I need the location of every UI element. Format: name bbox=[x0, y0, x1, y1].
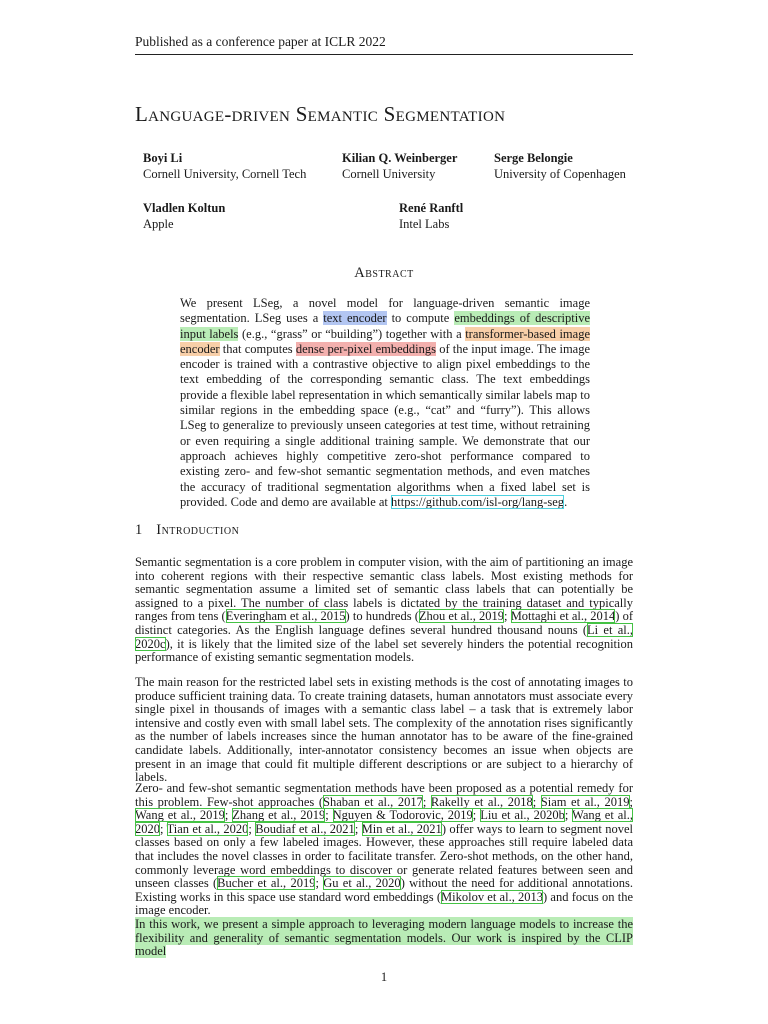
author-name: René Ranftl bbox=[399, 201, 464, 215]
intro-paragraph-2: The main reason for the restricted label sets in existing methods is the cost of annotating images to produce sufficient training data. To create training datasets, human annotators must associate every single pixel in thousands of images with a semantic class label – a task that is extremely labor intensive and costly even with small label sets. The complexity of the annotation rises significantly as the number of labels increases since the human annotator has to be aware of the fine-grained candidate labels. Additionally, inter-annotator consistency becomes an issue when objects are present in an image that could fit multiple different descriptions or are subject to a hierarchy of labels. bbox=[135, 675, 633, 785]
intro-paragraph-4 bbox=[135, 918, 633, 959]
citation-link[interactable]: Zhou et al., 2019 bbox=[418, 609, 505, 624]
citation-link[interactable]: Mikolov et al., 2013 bbox=[441, 889, 544, 904]
author-block bbox=[143, 200, 225, 232]
abstract-text: (e.g., “grass” or “building”) together with a bbox=[238, 326, 466, 341]
abstract-text: of the input image. The image encoder is trained with a contrastive objective to align pixel embeddings to the text embedding of the corresponding semantic class. The text embeddings provide a flexible label representation in which semantically similar labels map to similar regions in the embedding space (e.g., “cat” and “furry”). This allows LSeg to generalize to previously unseen categories at test time, without retraining or even requiring a single additional training sample. We demonstrate that our approach achieves highly competitive zero-shot performance compared to existing zero- and few-shot semantic segmentation methods, and even matches the accuracy of traditional segmentation algorithms when a fixed label set is provided. Code and demo are available at bbox=[180, 341, 591, 509]
author-block bbox=[494, 150, 626, 182]
citation-link[interactable]: Wang et al., 2019 bbox=[135, 808, 225, 823]
citation-link[interactable]: Mottaghi et al., 2014 bbox=[510, 609, 616, 624]
separator: ; bbox=[160, 821, 167, 836]
author-block bbox=[399, 200, 463, 232]
author-affiliation: Intel Labs bbox=[399, 217, 450, 231]
author-name: Kilian Q. Weinberger bbox=[342, 151, 458, 165]
paragraph-text: ) offer ways to learn to segment novel classes based on only a few labeled images. However, these approaches still require labeled data that includes the novel classes in order to facilitate transfer. Zero-shot methods, on the other hand, commonly leverage word embeddings to discover or generate related features between seen and unseen classes ( bbox=[135, 821, 633, 891]
separator: ; bbox=[354, 821, 362, 836]
author-name: Vladlen Koltun bbox=[143, 201, 226, 215]
citation-link[interactable]: Nguyen & Todorovic, 2019 bbox=[332, 808, 473, 823]
author-block bbox=[143, 150, 306, 182]
abstract-text: . bbox=[564, 494, 568, 509]
paper-title: Language-driven Semantic Segmentation bbox=[135, 102, 506, 126]
page-number: 1 bbox=[380, 970, 388, 984]
separator: ; bbox=[315, 876, 324, 891]
section-heading bbox=[135, 522, 239, 539]
section-title: Introduction bbox=[156, 522, 240, 538]
intro-paragraph-1 bbox=[135, 556, 633, 665]
paragraph-text: ), it is likely that the limited size of the label set severely hinders the potential recognition performance of existing semantic segmentation models. bbox=[135, 636, 633, 665]
author-affiliation: Cornell University bbox=[342, 167, 436, 181]
abstract-text: We present LSeg, a novel model for language-driven semantic image segmentation. LSeg uses a bbox=[180, 296, 590, 326]
highlight-label-embeddings: embeddings of descriptive input labels bbox=[180, 311, 590, 341]
citation-link[interactable]: Wang et al., 2020 bbox=[135, 808, 633, 836]
separator: ; bbox=[325, 808, 333, 823]
paragraph-text: Zero- and few-shot semantic segmentation methods have been proposed as a potential remedy for this problem. Few-shot approaches ( bbox=[135, 781, 633, 809]
citation-link[interactable]: Boudiaf et al., 2021 bbox=[255, 821, 355, 836]
separator: ; bbox=[224, 808, 233, 823]
citation-link[interactable]: Rakelly et al., 2018 bbox=[430, 794, 533, 809]
citation-link[interactable]: Zhang et al., 2019 bbox=[232, 808, 326, 823]
author-affiliation: Apple bbox=[143, 217, 174, 231]
abstract-text: that computes bbox=[219, 341, 296, 356]
abstract-body bbox=[180, 296, 590, 510]
paragraph-text: ; bbox=[504, 609, 511, 624]
citation-link[interactable]: Li et al., 2020c bbox=[135, 622, 634, 651]
separator: ; bbox=[422, 794, 431, 809]
separator: ; bbox=[248, 821, 256, 836]
citation-link[interactable]: Everingham et al., 2015 bbox=[225, 609, 346, 624]
abstract-heading: Abstract bbox=[354, 265, 414, 281]
citation-link[interactable]: Gu et al., 2020 bbox=[323, 876, 401, 891]
separator: ; bbox=[532, 794, 541, 809]
section-number: 1 bbox=[135, 522, 143, 538]
separator: ; bbox=[629, 794, 633, 809]
paragraph-text: ) and focus on the image encoder. bbox=[135, 889, 633, 918]
citation-link[interactable]: Bucher et al., 2019 bbox=[217, 876, 316, 891]
paragraph-text: ) without the need for additional annotations. Existing works in this space use standard word embeddings ( bbox=[135, 876, 633, 904]
highlight-pixel-embeddings: dense per-pixel embeddings bbox=[295, 341, 436, 356]
citation-link[interactable]: Shaban et al., 2017 bbox=[323, 794, 423, 809]
github-link[interactable]: https://github.com/isl-org/lang-seg bbox=[391, 494, 565, 509]
paragraph-text: ) of distinct categories. As the English language defines several hundred thousand nouns ( bbox=[135, 609, 634, 637]
paragraph-text: Semantic segmentation is a core problem in computer vision, with the aim of partitioning an image into coherent regions with their respective semantic class labels. Most existing methods for semantic segmentation assume a limited set of semantic class labels that can potentially be assigned to a pixel. The number of class labels is dictated by the training dataset and typically ranges from tens ( bbox=[135, 555, 633, 624]
paragraph-text: ) to hundreds ( bbox=[345, 609, 419, 624]
author-affiliation: University of Copenhagen bbox=[494, 167, 626, 181]
citation-link[interactable]: Siam et al., 2019 bbox=[540, 794, 630, 809]
citation-link[interactable]: Tian et al., 2020 bbox=[166, 821, 249, 836]
author-affiliation: Cornell University, Cornell Tech bbox=[143, 167, 307, 181]
highlighted-text: In this work, we present a simple approach to leveraging modern language models to increase the flexibility and generality of semantic segmentation models. Our work is inspired by the CLIP model bbox=[135, 917, 633, 959]
separator: ; bbox=[472, 808, 481, 823]
highlight-text-encoder: text encoder bbox=[323, 311, 387, 326]
author-name: Boyi Li bbox=[143, 151, 183, 165]
abstract-text: to compute bbox=[386, 311, 455, 326]
citation-link[interactable]: Min et al., 2021 bbox=[361, 821, 442, 836]
citation-link[interactable]: Liu et al., 2020b bbox=[480, 808, 565, 823]
highlight-image-encoder: transformer-based image encoder bbox=[180, 326, 590, 356]
author-block bbox=[342, 150, 457, 182]
intro-paragraph-3 bbox=[135, 782, 633, 918]
author-name: Serge Belongie bbox=[494, 151, 573, 165]
separator: ; bbox=[564, 808, 573, 823]
running-header: Published as a conference paper at ICLR 2022 bbox=[135, 34, 633, 55]
